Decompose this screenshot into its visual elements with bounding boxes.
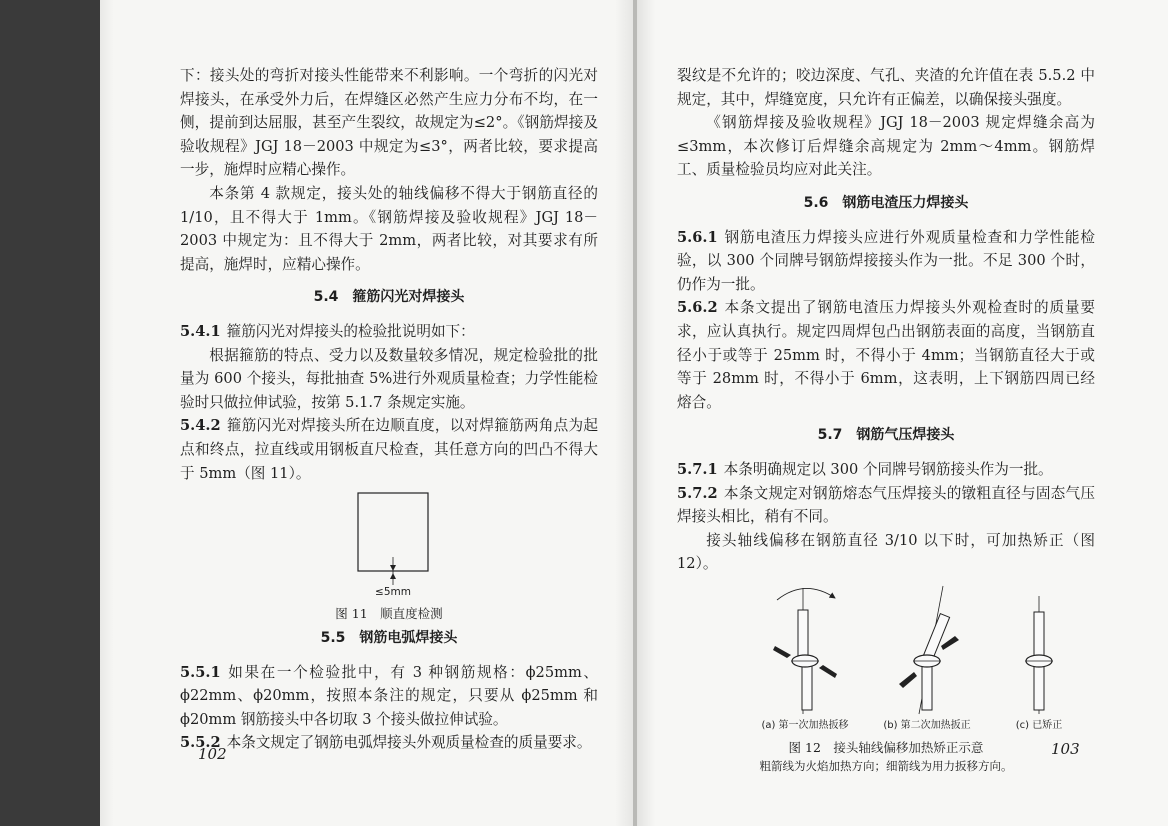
paragraph: 根据箍筋的特点、受力以及数量较多情况，规定检验批的批量为 600 个接头，每批抽查 5%进行外观质量检查；力学性能检验时只做拉伸试验，按第 5.1.7 条规定实施。 bbox=[180, 346, 598, 411]
section-heading-5-7: 5.7 钢筋气压焊接头 bbox=[817, 427, 955, 444]
clause-5-7-2 bbox=[677, 482, 1095, 529]
lower-rebar bbox=[802, 662, 812, 710]
paragraph: 接头轴线偏移在钢筋直径 3/10 以下时，可加热矫正（图 12）。 bbox=[677, 531, 1095, 573]
clause-text: 本条文规定了钢筋电弧焊接头外观质量检查的质量要求。 bbox=[226, 734, 592, 752]
fig12-panel-c bbox=[1025, 596, 1053, 714]
right-page bbox=[637, 0, 1168, 826]
clause-number: 5.4.2 bbox=[180, 417, 221, 435]
clause-number: 5.7.2 bbox=[677, 484, 718, 502]
clause-text: 箍筋闪光对焊接头所在边顺直度，以对焊箍筋两角点为起点和终点，拉直线或用钢板直尺检查，其任意方向的凹凸不得大于 5mm（图 11）。 bbox=[180, 417, 598, 482]
clause-5-5-1 bbox=[180, 661, 598, 732]
left-page bbox=[100, 0, 635, 826]
clause-number: 5.7.1 bbox=[677, 460, 718, 478]
left-page-content bbox=[180, 64, 598, 755]
flame-arrow-icon bbox=[899, 672, 917, 688]
fig12-note: 粗箭线为火焰加热方向；细箭线为用力扳移方向。 bbox=[759, 759, 1013, 774]
clause-text: 箍筋闪光对焊接头的检验批说明如下： bbox=[226, 322, 475, 340]
clause-number: 5.6.2 bbox=[677, 299, 718, 317]
figure-12 bbox=[677, 582, 1095, 776]
clause-5-4-2 bbox=[180, 414, 598, 485]
clause-number: 5.5.2 bbox=[180, 734, 221, 752]
clause-number: 5.6.1 bbox=[677, 228, 718, 246]
clause-text: 如果在一个检验批中，有 3 种钢筋规格：ϕ25mm、ϕ22mm、ϕ20mm，按照本条注的规定，只要从 ϕ25mm 和 ϕ20mm 钢筋接头中各切取 3 个接头做拉伸试验。 bbox=[180, 663, 598, 728]
lower-rebar bbox=[1034, 664, 1044, 710]
clause-number: 5.4.1 bbox=[180, 322, 221, 340]
flame-arrow-icon bbox=[819, 665, 837, 678]
fig12-caption: 图 12 接头轴线偏移加热矫正示意 bbox=[788, 740, 984, 756]
paragraph: 《钢筋焊接及验收规程》JGJ 18－2003 规定焊缝余高为≤3mm，本次修订后焊缝余高规定为 2mm～4mm。钢筋焊工、质量检验员均应对此关注。 bbox=[677, 114, 1095, 179]
fig12-label-b: (b) 第二次加热扳正 bbox=[883, 719, 971, 731]
fig11-dimension-label: ≤5mm bbox=[375, 586, 411, 598]
page-number-left: 102 bbox=[198, 745, 227, 763]
flame-arrow-icon bbox=[941, 636, 959, 650]
clause-5-6-1 bbox=[677, 226, 1095, 297]
right-page-content bbox=[677, 64, 1095, 775]
paragraph: 本条第 4 款规定，接头处的轴线偏移不得大于钢筋直径的 1/10，且不得大于 1mm。《钢筋焊接及验收规程》JGJ 18－2003 中规定为：且不得大于 2mm，两者比较，对其要求有所提高，施焊时，应精心操作。 bbox=[180, 184, 598, 273]
clause-5-5-2 bbox=[180, 731, 598, 755]
flame-arrow-icon bbox=[773, 646, 791, 658]
clause-5-4-1 bbox=[180, 320, 598, 344]
clause-number: 5.5.1 bbox=[180, 663, 221, 681]
dimension-arrow-icon bbox=[390, 565, 396, 571]
clause-text: 本条文提出了钢筋电渣压力焊接头外观检查时的质量要求，应认真执行。规定四周焊包凸出钢筋表面的高度，当钢筋直径小于或等于 25mm 时，不得小于 4mm；当钢筋直径大于或等于 28mm 时，不得小于 6mm，这表明，上下钢筋四周已经熔合。 bbox=[677, 299, 1095, 411]
clause-text: 本条明确规定以 300 个同牌号钢筋接头作为一批。 bbox=[723, 460, 1053, 478]
dimension-arrow-icon bbox=[390, 573, 396, 579]
section-heading-5-4: 5.4 箍筋闪光对焊接头 bbox=[313, 289, 465, 306]
section-heading-5-6: 5.6 钢筋电渣压力焊接头 bbox=[803, 194, 969, 211]
clause-text: 本条文规定对钢筋熔态气压焊接头的镦粗直径与固态气压焊接头相比，稍有不同。 bbox=[677, 484, 1095, 526]
section-heading-5-5: 5.5 钢筋电弧焊接头 bbox=[320, 630, 458, 647]
paragraph: 下：接头处的弯折对接头性能带来不利影响。一个弯折的闪光对焊接头，在承受外力后，在焊缝区必然产生应力分布不均，在一侧，提前到达屈服，甚至产生裂纹，故规定为≤2°。《钢筋焊接及验收规程》JGJ 18－2003 中规定为≤3°，两者比较，要求提高一步，施焊时应精心操作。 bbox=[180, 67, 598, 179]
clause-text: 钢筋电渣压力焊接头应进行外观质量检查和力学性能检验，以 300 个同牌号钢筋焊接接头作为一批。不足 300 个时，仍作为一批。 bbox=[677, 228, 1095, 293]
fig12-label-a: (a) 第一次加热扳移 bbox=[761, 719, 849, 731]
clause-5-7-1 bbox=[677, 458, 1095, 482]
fig11-caption: 图 11 顺直度检测 bbox=[335, 605, 443, 621]
paragraph: 裂纹是不允许的；咬边深度、气孔、夹渣的允许值在表 5.5.2 中规定，其中，焊缝宽度，只允许有正偏差，以确保接头强度。 bbox=[677, 67, 1095, 108]
axis-offset-correction-diagram bbox=[677, 582, 1095, 732]
fig12-panel-a bbox=[773, 588, 837, 714]
page-number-right: 103 bbox=[1051, 740, 1080, 758]
upper-rebar bbox=[798, 610, 808, 658]
thin-arrow-icon bbox=[777, 588, 835, 600]
fig12-panel-b bbox=[899, 586, 959, 714]
figure-11 bbox=[180, 491, 598, 621]
clause-5-6-2 bbox=[677, 296, 1095, 414]
lower-rebar bbox=[922, 664, 932, 710]
fig12-label-c: (c) 已矫正 bbox=[1015, 719, 1063, 731]
straightness-diagram bbox=[180, 491, 598, 597]
upper-rebar bbox=[1034, 612, 1044, 658]
